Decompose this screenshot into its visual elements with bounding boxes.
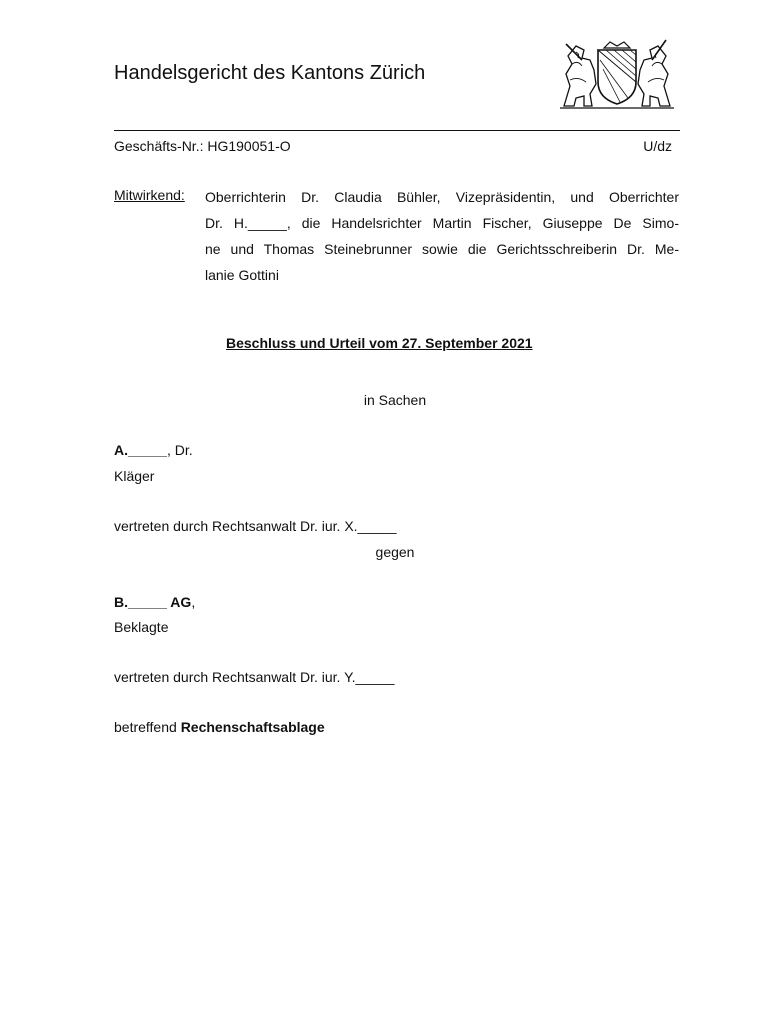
plaintiff-name — [114, 442, 193, 458]
decision-title: Beschluss und Urteil vom 27. September 2021 — [226, 335, 533, 351]
panel-line: ne und Thomas Steinebrunner sowie die Gerichtsschreiberin Dr. Me- — [205, 241, 679, 257]
defendant-name — [114, 594, 195, 610]
defendant-counsel: vertreten durch Rechtsanwalt Dr. iur. Y._____ — [114, 669, 395, 685]
reference-code: U/dz — [643, 138, 672, 154]
court-name: Handelsgericht des Kantons Zürich — [114, 62, 426, 84]
subject-title: Rechenschaftsablage — [180, 719, 325, 735]
subject-line — [114, 719, 325, 735]
panel-line: Oberrichterin Dr. Claudia Bühler, Vizepräsidentin, und Oberrichter — [205, 189, 679, 205]
zurich-crest-icon — [556, 36, 678, 112]
panel-label: Mitwirkend: — [114, 187, 185, 203]
defendant-name-suffix: , — [191, 594, 196, 610]
plaintiff-name-suffix: , Dr. — [166, 442, 193, 458]
case-number: Geschäfts-Nr.: HG190051-O — [114, 138, 291, 154]
subject-prefix: betreffend — [114, 719, 181, 735]
header-divider — [114, 130, 680, 131]
defendant-name-bold: B._____ AG — [114, 594, 192, 610]
panel-line: lanie Gottini — [205, 267, 279, 283]
plaintiff-role: Kläger — [114, 468, 155, 484]
case-line — [114, 138, 680, 154]
panel-line: Dr. H._____, die Handelsrichter Martin Fischer, Giuseppe De Simo- — [205, 215, 679, 231]
plaintiff-counsel: vertreten durch Rechtsanwalt Dr. iur. X._____ — [114, 518, 397, 534]
in-matters: in Sachen — [363, 392, 427, 408]
defendant-role: Beklagte — [114, 619, 169, 635]
panel-members — [205, 184, 679, 288]
plaintiff-name-bold: A._____ — [114, 442, 167, 458]
versus: gegen — [375, 544, 415, 560]
